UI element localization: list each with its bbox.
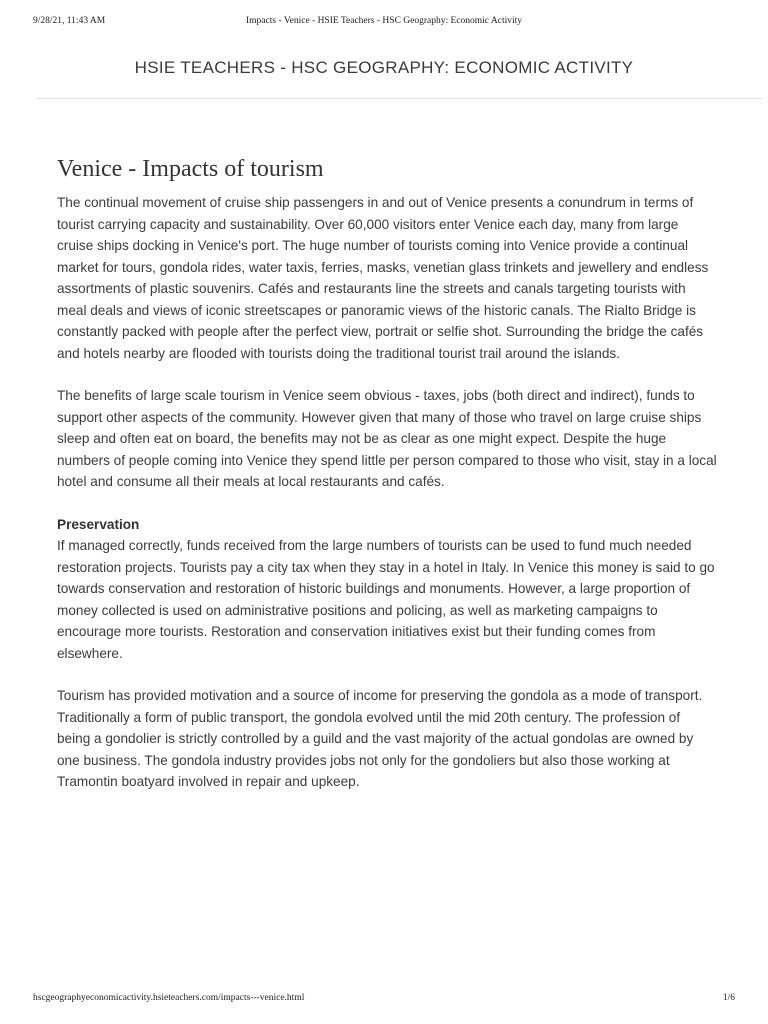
print-header [33, 16, 735, 30]
article-paragraph: The benefits of large scale tourism in Venice seem obvious - taxes, jobs (both direct and indirect), funds to support other aspects of the community. However given that many of those who travel on large cruise ships sleep and often eat on board, the benefits may not be as clear as one might expect. Despite the huge numbers of people coming into Venice they spend little per person compared to those who visit, stay in a local hotel and consume all their meals at local restaurants and cafés. [57, 388, 717, 489]
site-title-link[interactable]: HSIE TEACHERS - HSC GEOGRAPHY: ECONOMIC ACTIVITY [134, 58, 634, 77]
article-paragraph: The continual movement of cruise ship passengers in and out of Venice presents a conundrum in terms of tourist carrying capacity and sustainability. Over 60,000 visitors enter Venice each day, many from large cruise ships docking in Venice's port. The huge number of tourists coming into Venice provide a continual market for tours, gondola rides, water taxis, ferries, masks, venetian glass trinkets and jewellery and endless assortments of plastic souvenirs. Cafés and restaurants line the streets and canals targeting tourists with meal deals and views of iconic streetscapes or panoramic views of the historic canals. The Rialto Bridge is constantly packed with people after the perfect view, portrait or selfie shot. Surrounding the bridge the cafés and hotels nearby are flooded with tourists doing the traditional tourist trail around the islands. [57, 195, 709, 361]
print-url: hscgeographyeconomicactivity.hsieteachers.com/impacts---venice.html [33, 993, 305, 1003]
article-heading: Venice - Impacts of tourism [57, 156, 324, 182]
print-footer [33, 993, 735, 1007]
preservation-paragraph: Tourism has provided motivation and a source of income for preserving the gondola as a mode of transport. Traditionally a form of public transport, the gondola evolved until the mid 20th century. The profession of being a gondolier is strictly controlled by a guild and the vast majority of the actual gondolas are owned by one business. The gondola industry provides jobs not only for the gondoliers but also those working at Tramontin boatyard involved in repair and upkeep. [57, 688, 703, 789]
header-divider [35, 98, 762, 99]
article [57, 153, 717, 814]
page-number: 1/6 [722, 993, 735, 1003]
site-title [0, 58, 768, 78]
print-document-title: Impacts - Venice - HSIE Teachers - HSC Geography: Economic Activity [246, 16, 522, 26]
print-date: 9/28/21, 11:43 AM [33, 16, 106, 26]
preservation-paragraph: If managed correctly, funds received from the large numbers of tourists can be used to fund much needed restoration projects. Tourists pay a city tax when they stay in a hotel in Italy. In Venice this money is said to go towards conservation and restoration of historic buildings and monuments. However, a large proportion of money collected is used on administrative positions and policing, as well as marketing campaigns to encourage more tourists. Restoration and conservation initiatives exist but their funding comes from elsewhere. [57, 538, 715, 661]
preservation-heading: Preservation [57, 516, 140, 532]
